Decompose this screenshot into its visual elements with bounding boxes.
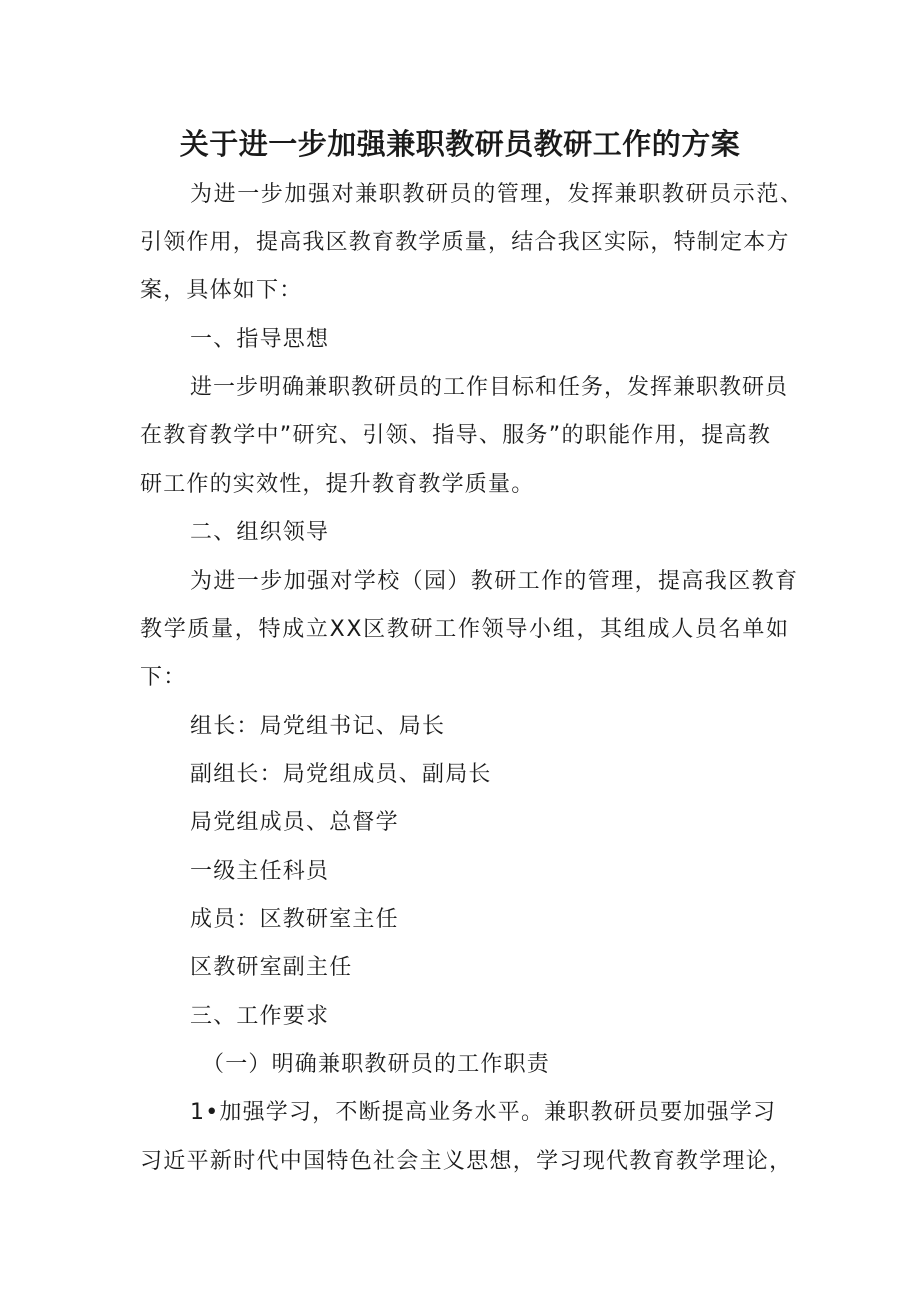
section-heading-organization: 二、组织领导 <box>190 520 330 545</box>
guiding-thought-line-2: 在教育教学中”研究、引领、指导、服务”的职能作用，提高教 <box>140 423 772 448</box>
member-leader: 组长：局党组书记、局长 <box>190 714 446 739</box>
member-deputy-director: 区教研室副主任 <box>190 955 353 980</box>
document-title: 关于进一步加强兼职教研员教研工作的方案 <box>179 127 741 161</box>
guiding-thought-line-1: 进一步明确兼职教研员的工作目标和任务，发挥兼职教研员 <box>190 375 789 400</box>
intro-paragraph-line-2: 引领作用，提高我区教育教学质量，结合我区实际，特制定本方 <box>140 230 790 255</box>
member-first-class-officer: 一级主任科员 <box>190 859 330 884</box>
section-heading-guiding-thought: 一、指导思想 <box>190 327 330 352</box>
member-chief-inspector: 局党组成员、总督学 <box>190 810 399 835</box>
subsection-heading-duties: （一）明确兼职教研员的工作职责 <box>202 1052 551 1077</box>
member-members: 成员：区教研室主任 <box>190 907 399 932</box>
member-deputy-leader: 副组长：局党组成员、副局长 <box>190 762 492 787</box>
intro-paragraph-line-3: 案，具体如下： <box>140 278 303 303</box>
organization-line-1: 为进一步加强对学校（园）教研工作的管理，提高我区教育 <box>190 569 799 594</box>
organization-line-3: 下： <box>140 665 187 690</box>
duties-line-2: 习近平新时代中国特色社会主义思想，学习现代教育教学理论， <box>140 1149 793 1174</box>
intro-paragraph-line-1: 为进一步加强对兼职教研员的管理，发挥兼职教研员示范、 <box>190 182 804 207</box>
section-heading-work-requirements: 三、工作要求 <box>190 1004 330 1029</box>
duties-line-1: 1•加强学习，不断提高业务水平。兼职教研员要加强学习 <box>190 1100 777 1125</box>
organization-line-2: 教学质量，特成立XX区教研工作领导小组，其组成人员名单如 <box>140 617 790 642</box>
guiding-thought-line-3: 研工作的实效性，提升教育教学质量。 <box>140 472 535 497</box>
